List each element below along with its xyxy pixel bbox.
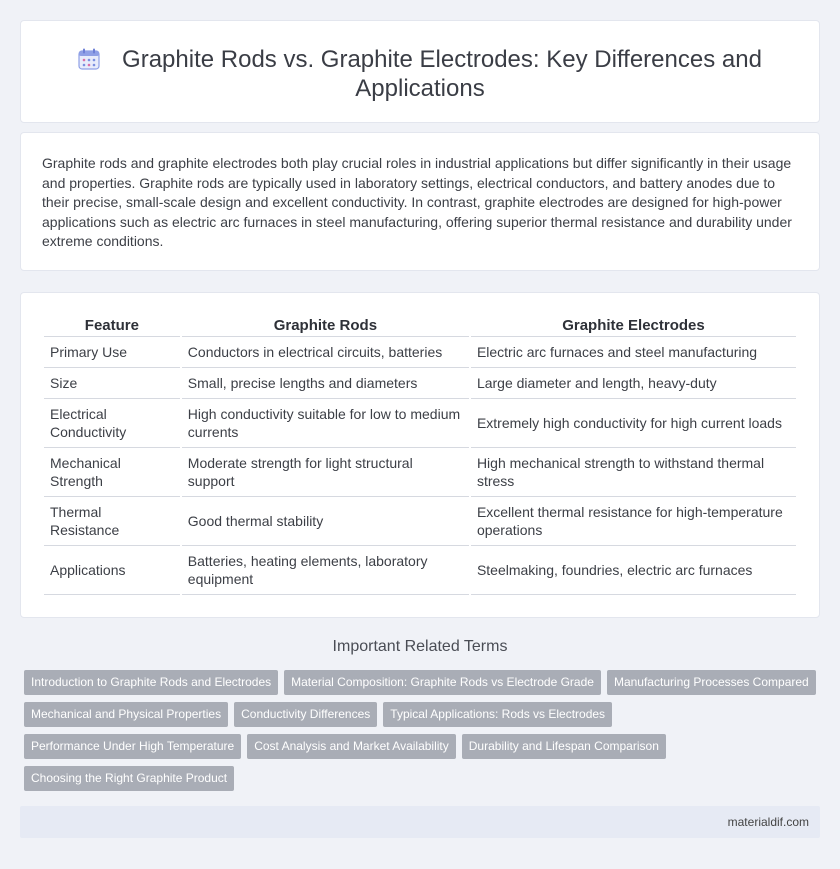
- tag-row: [24, 702, 824, 734]
- table-cell: Small, precise lengths and diameters: [182, 368, 469, 399]
- table-row: [44, 337, 796, 368]
- table-cell: Applications: [44, 546, 180, 595]
- page-title-wrap: [21, 45, 819, 103]
- table-cell: Mechanical Strength: [44, 448, 180, 497]
- related-terms-title: Important Related Terms: [332, 638, 508, 655]
- calendar-icon: [78, 48, 100, 70]
- comparison-table: [42, 316, 798, 595]
- related-term-tag[interactable]: Durability and Lifespan Comparison: [462, 734, 666, 759]
- table-cell: Primary Use: [44, 337, 180, 368]
- title-card: [20, 20, 820, 123]
- tag-row: [24, 766, 824, 798]
- footer-bar: [20, 806, 820, 838]
- table-row: [44, 399, 796, 448]
- tag-row: [24, 670, 824, 702]
- footer-site-link[interactable]: materialdif.com: [727, 815, 809, 829]
- header-feature: Feature: [44, 316, 180, 337]
- table-cell: Good thermal stability: [182, 497, 469, 546]
- table-cell: Electrical Conductivity: [44, 399, 180, 448]
- related-terms-tags: [24, 670, 824, 798]
- table-cell: Large diameter and length, heavy-duty: [471, 368, 796, 399]
- table-row: [44, 448, 796, 497]
- page-title: Graphite Rods vs. Graphite Electrodes: Key Differences and Applications: [122, 46, 762, 102]
- table-row: [44, 368, 796, 399]
- table-cell: Conductors in electrical circuits, batteries: [182, 337, 469, 368]
- table-cell: High conductivity suitable for low to medium currents: [182, 399, 469, 448]
- related-term-tag[interactable]: Introduction to Graphite Rods and Electrodes: [24, 670, 278, 695]
- related-term-tag[interactable]: Choosing the Right Graphite Product: [24, 766, 234, 791]
- related-term-tag[interactable]: Material Composition: Graphite Rods vs Electrode Grade: [284, 670, 601, 695]
- table-cell: Electric arc furnaces and steel manufacturing: [471, 337, 796, 368]
- intro-card: [20, 132, 820, 271]
- related-term-tag[interactable]: Cost Analysis and Market Availability: [247, 734, 456, 759]
- table-cell: High mechanical strength to withstand thermal stress: [471, 448, 796, 497]
- table-header-row: [44, 316, 796, 337]
- table-cell: Moderate strength for light structural support: [182, 448, 469, 497]
- tag-row: [24, 734, 824, 766]
- table-cell: Thermal Resistance: [44, 497, 180, 546]
- related-term-tag[interactable]: Conductivity Differences: [234, 702, 377, 727]
- header-graphite-rods: Graphite Rods: [182, 316, 469, 337]
- related-term-tag[interactable]: Performance Under High Temperature: [24, 734, 241, 759]
- table-cell: Excellent thermal resistance for high-temperature operations: [471, 497, 796, 546]
- intro-paragraph: Graphite rods and graphite electrodes both play crucial roles in industrial applications but differ significantly in their usage and properties. Graphite rods are typically used in laboratory settings, electrical conductors, and battery anodes due to their precise, small-scale design and excellent conductivity. In contrast, graphite electrodes are designed for high-power applications such as electric arc furnaces in steel manufacturing, offering superior thermal resistance and durability under extreme conditions.: [42, 155, 792, 250]
- comparison-table-card: [20, 292, 820, 618]
- related-term-tag[interactable]: Manufacturing Processes Compared: [607, 670, 816, 695]
- table-cell: Extremely high conductivity for high current loads: [471, 399, 796, 448]
- table-cell: Batteries, heating elements, laboratory equipment: [182, 546, 469, 595]
- header-graphite-electrodes: Graphite Electrodes: [471, 316, 796, 337]
- table-cell: Size: [44, 368, 180, 399]
- table-row: [44, 497, 796, 546]
- related-term-tag[interactable]: Typical Applications: Rods vs Electrodes: [383, 702, 612, 727]
- related-term-tag[interactable]: Mechanical and Physical Properties: [24, 702, 228, 727]
- table-cell: Steelmaking, foundries, electric arc furnaces: [471, 546, 796, 595]
- table-row: [44, 546, 796, 595]
